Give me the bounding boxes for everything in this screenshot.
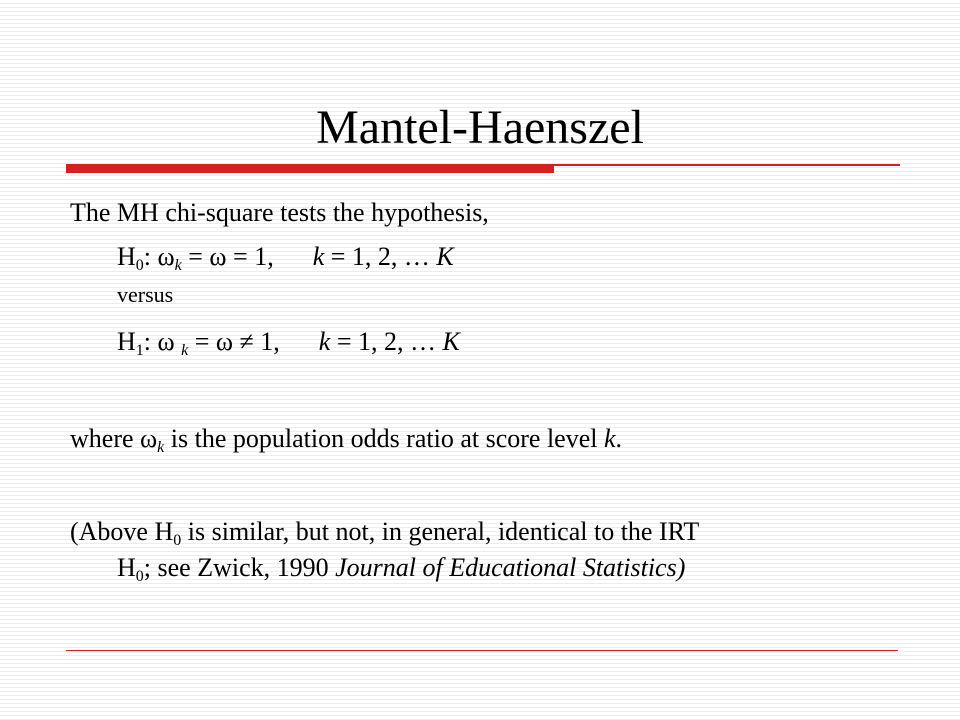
note-l2-subscript: 0 bbox=[135, 568, 144, 585]
note-l1-pre: (Above H bbox=[70, 517, 174, 546]
h1-symbol: H bbox=[117, 327, 136, 356]
h0-colon: : bbox=[143, 242, 152, 271]
footer-rule bbox=[66, 650, 898, 651]
title-underline-thick bbox=[66, 164, 554, 173]
h1-range: = 1, 2, … bbox=[330, 327, 443, 356]
note-l2-mid: ; see Zwick, 1990 bbox=[143, 553, 336, 582]
h0-omega: ω bbox=[157, 242, 175, 271]
h0-range-end: K bbox=[436, 242, 454, 271]
h1-subscript: 1 bbox=[135, 342, 144, 359]
where-post: is the population odds ratio at score level bbox=[164, 424, 604, 453]
h0-subscript: 0 bbox=[135, 257, 144, 274]
note-line-1 bbox=[70, 517, 699, 547]
note-l1-subscript: 0 bbox=[173, 532, 182, 549]
h1-range-end: K bbox=[442, 327, 460, 356]
where-omega-subscript: k bbox=[157, 439, 165, 456]
where-pre: where bbox=[70, 424, 141, 453]
versus-text: versus bbox=[117, 282, 174, 307]
note-line-2 bbox=[117, 553, 685, 583]
h0-range-var: k bbox=[312, 242, 325, 271]
where-var: k bbox=[603, 424, 616, 453]
note-l1-post: is similar, but not, in general, identical to the IRT bbox=[181, 517, 700, 546]
journal-title: Journal of Educational Statistics) bbox=[335, 553, 686, 582]
h1-omega-subscript: k bbox=[181, 342, 189, 359]
where-end: . bbox=[615, 424, 623, 453]
h0-omega-subscript: k bbox=[174, 257, 182, 274]
slide-title: Mantel-Haenszel bbox=[316, 101, 644, 154]
note-l2-pre: H bbox=[117, 553, 136, 582]
h1-omega: ω bbox=[157, 327, 175, 356]
title-underline-thin bbox=[554, 164, 900, 166]
alternative-hypothesis bbox=[117, 327, 460, 357]
h0-symbol: H bbox=[117, 242, 136, 271]
h0-expression: = ω = 1, bbox=[181, 242, 274, 271]
h1-range-var: k bbox=[318, 327, 331, 356]
h0-range: = 1, 2, … bbox=[324, 242, 437, 271]
null-hypothesis bbox=[117, 242, 454, 272]
h1-expression: = ω ≠ 1, bbox=[188, 327, 280, 356]
intro-text: The MH chi-square tests the hypothesis, bbox=[70, 198, 489, 227]
where-omega: ω bbox=[140, 424, 158, 453]
h1-colon: : bbox=[143, 327, 152, 356]
where-text bbox=[70, 424, 622, 454]
